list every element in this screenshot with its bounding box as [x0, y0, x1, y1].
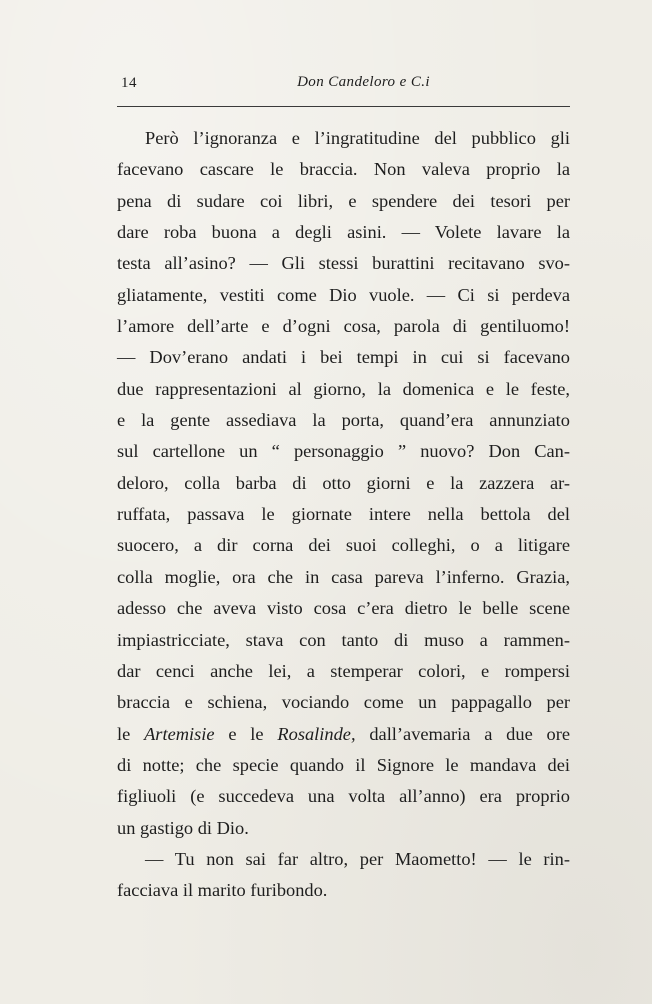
- text-line: dar cenci anche lei, a stemperar colori, e rompersi: [117, 660, 570, 681]
- text-line: braccia e schiena, vociando come un pappagallo per: [117, 692, 570, 713]
- text-line: deloro, colla barba di otto giorni e la zazzera ar-: [117, 472, 570, 493]
- text-line: due rappresentazioni al giorno, la domenica e le feste,: [117, 378, 570, 399]
- text-line: facciava il marito furibondo.: [117, 880, 328, 901]
- body-text: [117, 123, 570, 907]
- header-rule: [117, 106, 570, 107]
- text-line: — Dov’erano andati i bei tempi in cui si facevano: [117, 347, 570, 368]
- text-line: Però l’ignoranza e l’ingratitudine del pubblico gli: [145, 128, 570, 148]
- text-line: — Tu non sai far altro, per Maometto! — le rin-: [145, 848, 570, 869]
- text-line-with-italics: [117, 719, 570, 750]
- text-line: l’amore dell’arte e d’ogni cosa, parola di gentiluomo!: [117, 316, 570, 337]
- page-number: 14: [121, 75, 137, 91]
- text-fragment: e le: [214, 723, 278, 744]
- italic-title-artemisie: Artemisie: [144, 723, 215, 744]
- text-line: e la gente assediava la porta, quand’era annunziato: [117, 410, 570, 431]
- text-line: gliatamente, vestiti come Dio vuole. — Ci si perdeva: [117, 284, 570, 305]
- text-line: pena di sudare coi libri, e spendere dei tesori per: [117, 190, 570, 211]
- text-fragment: dall’avemaria a due ore: [355, 723, 571, 744]
- text-fragment: le: [117, 723, 145, 744]
- text-line: testa all’asino? — Gli stessi burattini recitavano svo-: [117, 253, 570, 274]
- text-line: colla moglie, ora che in casa pareva l’inferno. Grazia,: [117, 566, 570, 587]
- running-head: [117, 72, 570, 96]
- text-line: di notte; che specie quando il Signore le mandava dei: [117, 754, 570, 775]
- text-line: dare roba buona a degli asini. — Volete lavare la: [117, 222, 570, 243]
- text-line: adesso che aveva visto cosa c’era dietro le belle scene: [117, 598, 570, 619]
- text-line: facevano cascare le braccia. Non valeva proprio la: [117, 159, 570, 180]
- text-line: sul cartellone un “ personaggio ” nuovo? Don Can-: [117, 441, 570, 462]
- running-title: Don Candeloro e C.i: [297, 74, 430, 90]
- text-line: impiastricciate, stava con tanto di muso a rammen-: [117, 629, 570, 650]
- text-line: suocero, a dir corna dei suoi colleghi, o a litigare: [117, 535, 570, 556]
- text-line: un gastigo di Dio.: [117, 817, 249, 838]
- text-line: figliuoli (e succedeva una volta all’anno) era proprio: [117, 786, 570, 807]
- text-line: ruffata, passava le giornate intere nella bettola del: [117, 504, 570, 525]
- italic-title-rosalinde: Rosalinde,: [277, 723, 356, 744]
